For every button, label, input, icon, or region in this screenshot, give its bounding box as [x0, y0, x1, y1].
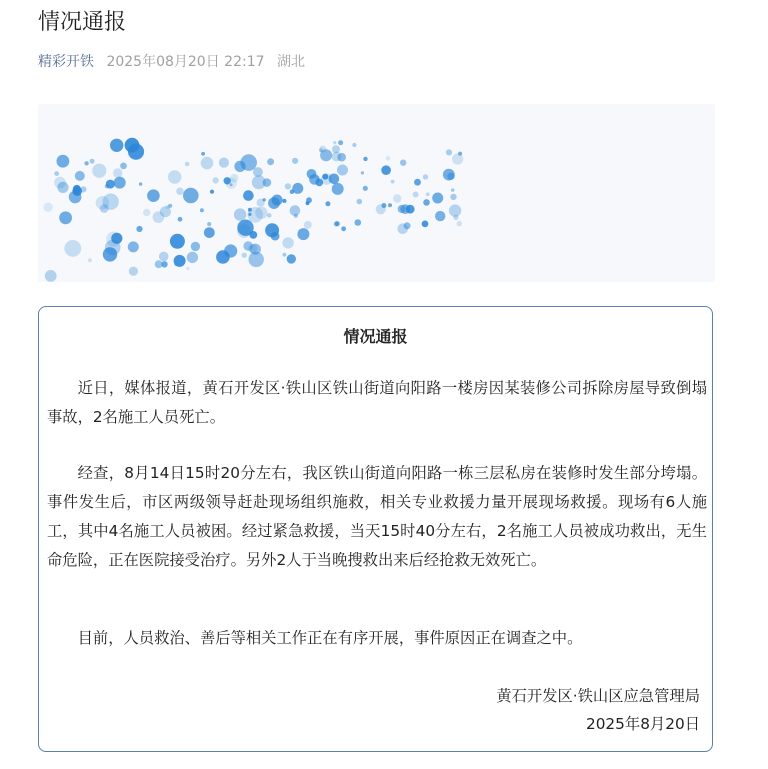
bubble-dot [285, 183, 291, 189]
bubble-dot [423, 174, 428, 179]
bubble-dot [103, 247, 117, 261]
notice-paragraph-3: 目前，人员救治、善后等相关工作正在有序开展，事件原因正在调查之中。 [77, 629, 583, 647]
bubble-dot [153, 211, 165, 223]
bubble-dot [168, 170, 181, 183]
bubble-dot [282, 199, 286, 203]
bubble-dot [376, 204, 386, 214]
bubble-dot [388, 203, 392, 207]
notice-paragraph-1: 近日，媒体报道，黄石开发区·铁山区铁山街道向阳路一楼房因某装修公司拆除房屋导致倒塌事故，2名施工人员死亡。 [47, 379, 707, 426]
notice-paragraph-2: 经查，8月14日15时20分左右，我区铁山街道向阳路一栋三层私房在装修时发生部分垮塌。事件发生后，市区两级领导赶赴现场组织施救，相关专业救援力量开展现场救援。现场有6人施工，其中4名施工人员被困。经过紧急救援，当天15时40分左右，2名施工人员被成功救出，无生命危险，正在医院接受治疗。另外2人于当晚搜救出来后经抢救无效死亡。 [47, 464, 707, 569]
bubble-dot [111, 233, 122, 244]
publish-location: 湖北 [276, 54, 305, 70]
bubble-dot [207, 222, 211, 226]
bubble-dot [248, 244, 257, 253]
bubble-dot [451, 188, 454, 191]
bubble-dot [333, 222, 338, 227]
bubble-dot [57, 182, 68, 193]
bubble-dot [391, 180, 395, 184]
bubble-dot [243, 190, 254, 201]
bubble-dot [393, 194, 401, 202]
bubble-dot [304, 221, 312, 229]
bubble-decoration-icon [38, 104, 715, 282]
bubble-dot [176, 188, 183, 195]
bubble-dot [129, 267, 138, 276]
bubble-dot [200, 208, 204, 212]
bubble-dot [306, 201, 310, 205]
bubble-dot [90, 159, 95, 164]
bubble-dot [204, 227, 215, 238]
decorative-banner-image [38, 104, 715, 282]
bubble-dot [283, 253, 287, 257]
bubble-dot [282, 237, 293, 248]
bubble-dot [136, 226, 142, 232]
bubble-dot [219, 158, 229, 168]
bubble-dot [321, 173, 332, 184]
bubble-dot [120, 163, 127, 170]
bubble-dot [255, 207, 267, 219]
bubble-dot [271, 232, 280, 241]
article-meta [38, 52, 305, 72]
bubble-dot [414, 179, 421, 186]
bubble-dot [426, 192, 430, 196]
bubble-dot [237, 224, 251, 238]
bubble-dot [139, 182, 142, 185]
bubble-dot [272, 195, 283, 206]
bubble-dot [110, 139, 123, 152]
bubble-dot [147, 189, 160, 202]
bubble-dot [446, 149, 452, 155]
bubble-dot [361, 171, 364, 174]
bubble-dot [292, 158, 298, 164]
bubble-dot [292, 183, 303, 194]
bubble-dot [249, 252, 264, 267]
bubble-dot [155, 260, 163, 268]
bubble-dot [210, 190, 214, 194]
bubble-dot [332, 183, 344, 195]
notice-heading: 情况通报 [343, 327, 408, 346]
bubble-dot [242, 253, 247, 258]
bubble-dot [443, 169, 455, 181]
bubble-dot [54, 171, 59, 176]
account-name-link[interactable]: 精彩开铁 [38, 54, 94, 70]
bubble-dot [187, 252, 198, 263]
bubble-dot [178, 217, 183, 222]
notice-box [38, 306, 713, 752]
bubble-dot [290, 205, 301, 216]
bubble-dot [125, 138, 140, 153]
bubble-dot [287, 254, 296, 263]
bubble-dot [159, 252, 169, 262]
bubble-dot [355, 219, 362, 226]
signature-organization: 黄石开发区·铁山区应急管理局 [496, 687, 700, 705]
bubble-dot [332, 152, 342, 162]
bubble-dot [333, 141, 336, 144]
bubble-dot [64, 240, 81, 257]
bubble-dot [92, 164, 106, 178]
bubble-dot [450, 194, 456, 200]
bubble-dot [88, 258, 92, 262]
bubble-dot [59, 211, 72, 224]
bubble-dot [400, 160, 406, 166]
bubble-dot [267, 213, 272, 218]
bubble-dot [435, 211, 445, 221]
bubble-dot [341, 226, 346, 231]
bubble-dot [234, 208, 246, 220]
bubble-dot [170, 234, 185, 249]
bubble-dot [234, 161, 245, 172]
bubble-dot [185, 162, 190, 167]
bubble-dot [73, 185, 81, 193]
bubble-dot [386, 156, 391, 161]
signature-date: 2025年8月20日 [585, 715, 700, 733]
bubble-dot [43, 203, 52, 212]
bubble-dot [453, 215, 458, 220]
bubble-dot [267, 158, 274, 165]
bubble-dot [224, 244, 237, 257]
bubble-dot [166, 205, 170, 209]
bubble-dot [457, 221, 463, 227]
bubble-dot [357, 199, 363, 205]
bubble-dot [191, 242, 200, 251]
bubble-dot [252, 175, 266, 189]
bubble-dot [363, 157, 367, 161]
bubble-dot [404, 222, 411, 229]
bubble-dot [452, 153, 463, 164]
article-title: 情况通报 [38, 10, 127, 35]
bubble-dot [338, 140, 343, 145]
bubble-dot [363, 186, 368, 191]
bubble-dot [84, 161, 88, 165]
bubble-dot [413, 192, 419, 198]
bubble-dot [226, 178, 237, 189]
bubble-dot [143, 209, 150, 216]
bubble-dot [248, 213, 251, 216]
bubble-dot [212, 177, 218, 183]
bubble-dot [45, 270, 57, 282]
publish-time: 2025年08月20日 22:17 [106, 54, 265, 70]
bubble-dot [201, 157, 214, 170]
bubble-dot [57, 155, 70, 168]
bubble-dot [183, 188, 199, 204]
bubble-dot [257, 199, 265, 207]
bubble-dot [307, 169, 317, 179]
bubble-dot [422, 221, 429, 228]
bubble-dot [96, 196, 110, 210]
bubble-dot [400, 204, 410, 214]
bubble-dot [174, 255, 186, 267]
bubble-dot [186, 267, 189, 270]
bubble-dot [337, 165, 348, 176]
bubble-dot [128, 241, 139, 252]
bubble-dot [381, 165, 391, 175]
bubble-dot [320, 149, 332, 161]
bubble-dot [106, 180, 115, 189]
bubble-dot [432, 193, 443, 204]
bubble-dot [352, 143, 356, 147]
bubble-dot [423, 199, 430, 206]
bubble-dot [114, 177, 126, 189]
bubble-dot [75, 171, 85, 181]
bubble-dot [113, 168, 122, 177]
bubble-dot [201, 152, 205, 156]
bubble-dot [325, 201, 330, 206]
bubble-dot [297, 228, 309, 240]
